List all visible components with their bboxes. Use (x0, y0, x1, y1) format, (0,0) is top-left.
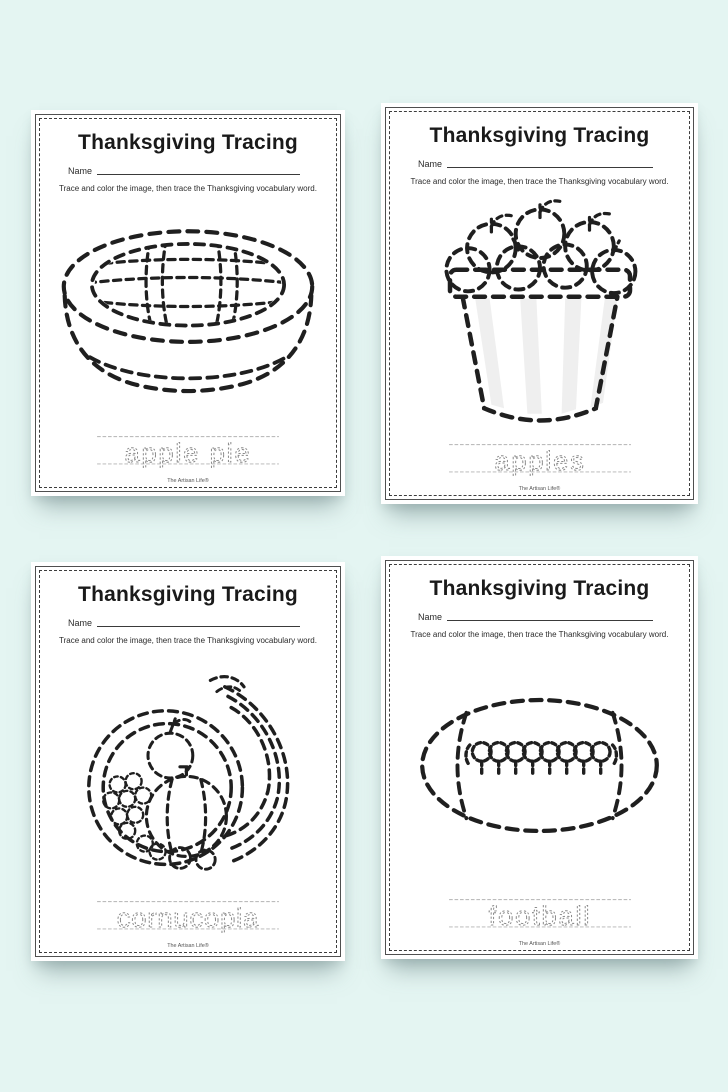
name-fill-line (447, 611, 653, 621)
page-dashed-border (389, 564, 690, 951)
name-fill-line (447, 158, 653, 168)
page-solid-border (35, 114, 341, 492)
page-dashed-border (389, 111, 690, 496)
name-fill-line (97, 165, 300, 175)
page-solid-border (385, 560, 694, 955)
name-fill-line (97, 617, 300, 627)
worksheet-page-football (381, 556, 698, 959)
trace-word-area (440, 437, 640, 485)
worksheet-page-cornucopia (31, 562, 345, 961)
name-label: Name (68, 618, 93, 628)
page-solid-border (35, 566, 341, 957)
page-dashed-border (39, 118, 337, 488)
apple-pie-image (52, 214, 324, 409)
worksheet-title: Thanksgiving Tracing (78, 131, 298, 154)
instruction-text: Trace and color the image, then trace the Thanksgiving vocabulary word. (410, 630, 669, 639)
bucket-of-apples-image (432, 192, 648, 432)
name-label: Name (418, 612, 443, 622)
trace-word-area (88, 894, 288, 942)
worksheet-page-apple-pie (31, 110, 345, 496)
credit-text: The Artisan Life® (167, 478, 209, 484)
worksheet-title: Thanksgiving Tracing (78, 583, 298, 606)
worksheet-page-apples (381, 103, 698, 504)
trace-word-text: apples (493, 445, 586, 477)
cornucopia-image (68, 666, 308, 874)
page-dashed-border (39, 570, 337, 953)
name-row (68, 617, 308, 628)
trace-word-text: football (488, 900, 591, 932)
traceable-image-area (40, 193, 336, 429)
instruction-text: Trace and color the image, then trace the Thanksgiving vocabulary word. (59, 184, 317, 193)
traceable-image-area (40, 645, 336, 894)
traceable-image-area (390, 639, 689, 892)
credit-text: The Artisan Life® (518, 941, 561, 947)
page-solid-border (385, 107, 694, 500)
name-row (418, 158, 661, 169)
name-row (418, 611, 661, 622)
credit-text: The Artisan Life® (518, 486, 561, 492)
instruction-text: Trace and color the image, then trace the Thanksgiving vocabulary word. (59, 636, 317, 645)
traceable-image-area (390, 186, 689, 437)
trace-word-area (440, 892, 640, 940)
credit-text: The Artisan Life® (167, 943, 209, 949)
worksheet-title: Thanksgiving Tracing (429, 124, 650, 147)
bucket-stripes (475, 298, 617, 413)
worksheet-title: Thanksgiving Tracing (429, 577, 650, 600)
instruction-text: Trace and color the image, then trace the Thanksgiving vocabulary word. (410, 177, 669, 186)
name-label: Name (68, 166, 93, 176)
trace-word-text: apple pie (124, 437, 252, 469)
name-row (68, 165, 308, 176)
football-image (412, 689, 667, 842)
name-label: Name (418, 159, 443, 169)
trace-word-area (88, 429, 288, 477)
trace-word-text: cornucopia (116, 902, 260, 934)
